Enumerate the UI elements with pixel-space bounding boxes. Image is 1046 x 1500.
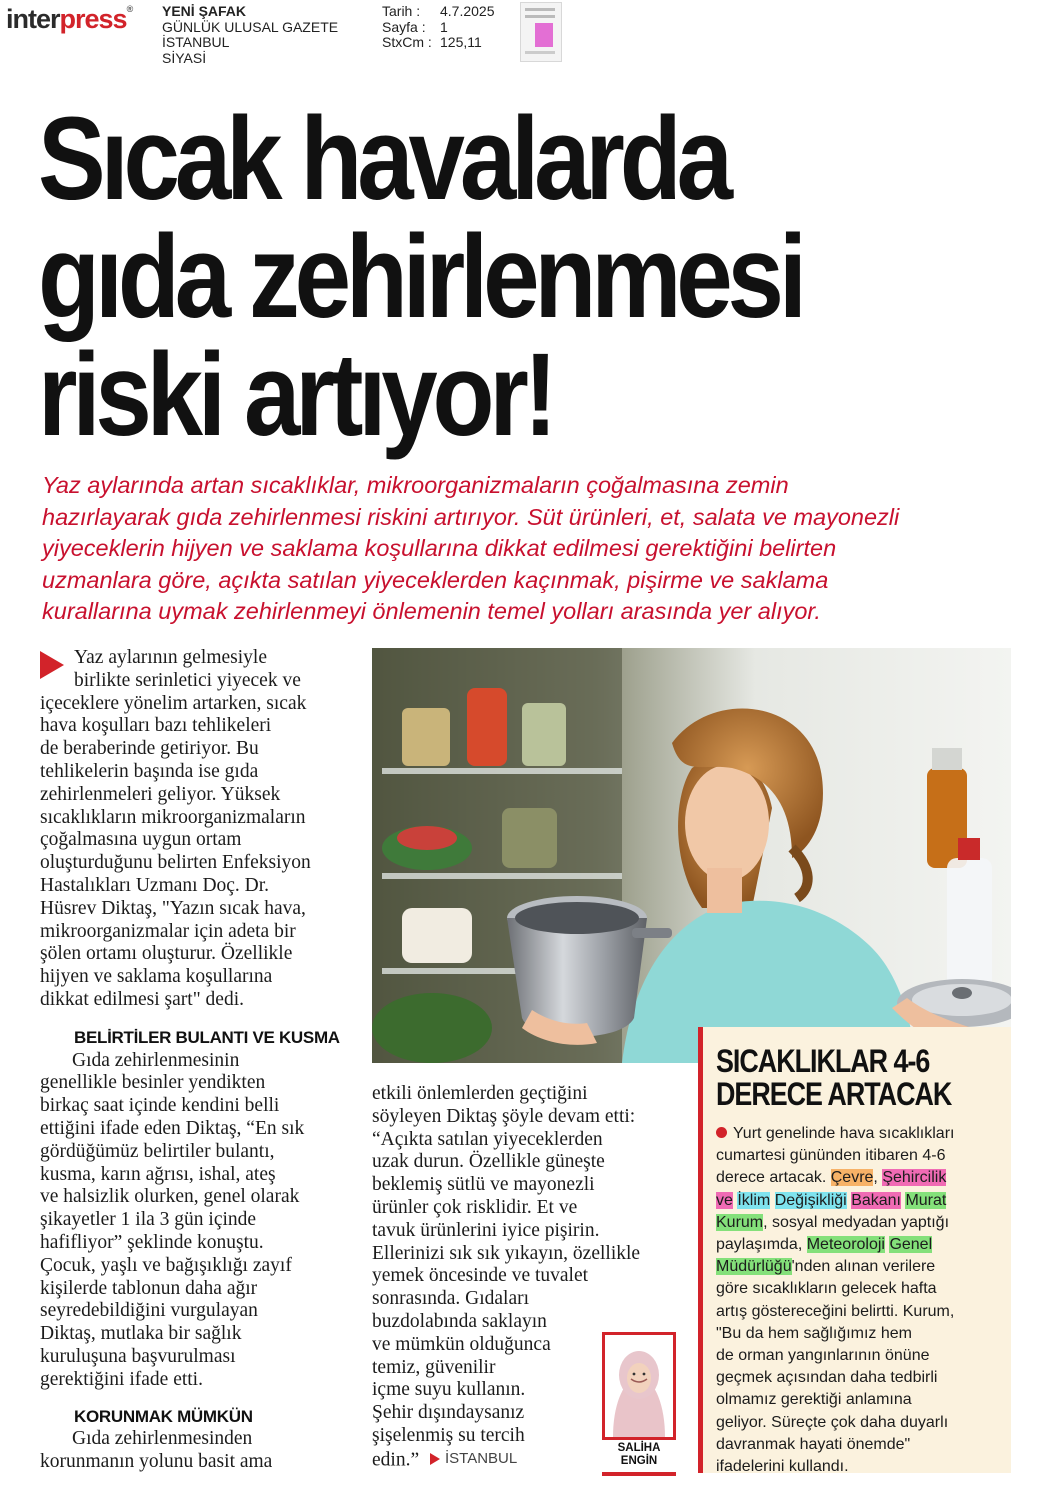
author-photo bbox=[602, 1332, 676, 1440]
body-line: içeceklere yönelim artarken, sıcak bbox=[40, 692, 307, 714]
publication-section: SİYASİ bbox=[162, 49, 207, 66]
body-line: mikroorganizmalar için adeta bir bbox=[40, 920, 296, 942]
article-photo bbox=[372, 648, 1011, 1063]
highlight-kurum: Kurum bbox=[716, 1213, 764, 1231]
highlight-mudurlugu: Müdürlüğü bbox=[716, 1258, 792, 1276]
logo-main: inter bbox=[6, 4, 60, 34]
body-line: kuruluşuna başvurulması bbox=[40, 1345, 236, 1367]
sidebar-line: ifadelerini kullandı. bbox=[716, 1458, 849, 1476]
body-line: dikkat edilmesi şart" dedi. bbox=[40, 988, 244, 1010]
body-line: temiz, güvenilir bbox=[372, 1356, 496, 1378]
body-line: Yaz aylarının gelmesiyle bbox=[74, 647, 267, 668]
body-line: yemek öncesinde ve tuvalet bbox=[372, 1265, 589, 1287]
dateline-arrow-icon bbox=[430, 1453, 440, 1465]
highlight-iklim: İklim bbox=[737, 1191, 771, 1209]
spot-line: uzmanlara göre, açıkta satılan yiyeceklerden kaçınmak, pişirme ve saklama bbox=[42, 566, 829, 593]
bullet-dot-icon bbox=[716, 1127, 727, 1138]
body-line: Gıda zehirlenmesinden bbox=[72, 1428, 253, 1450]
body-line: şölen ortamı oluşturur. Özellikle bbox=[40, 943, 293, 965]
highlight-meteoroloji: Meteoroloji bbox=[806, 1236, 885, 1254]
author-first-name: SALİHA bbox=[617, 1442, 661, 1454]
author-portrait-icon bbox=[605, 1335, 673, 1437]
spot-line: yiyeceklerin hijyen ve saklama koşullarına dikkat edilmesi gerektiğini belirten bbox=[42, 535, 837, 561]
date-label: Tarih : bbox=[382, 3, 421, 19]
body-line: sonrasında. Gıdaları bbox=[372, 1288, 530, 1310]
body-line: şişelenmiş su tercih bbox=[372, 1424, 525, 1446]
body-line: oluşturduğunu belirten Enfeksiyon bbox=[40, 852, 311, 874]
sidebar-text: paylaşımda, bbox=[716, 1236, 807, 1254]
paragraph-intro bbox=[40, 647, 360, 1012]
body-line: söyleyen Diktaş şöyle devam etti: bbox=[372, 1105, 636, 1127]
sidebar-body bbox=[716, 1123, 1006, 1478]
author-byline bbox=[602, 1332, 676, 1478]
registered-mark: ® bbox=[126, 4, 133, 14]
article-column-1 bbox=[40, 647, 360, 1474]
body-line: ve mümkün olduğunca bbox=[372, 1333, 551, 1355]
page-value: 1 bbox=[440, 18, 448, 35]
page-label: Sayfa : bbox=[382, 18, 426, 35]
headline-line: gıda zehirlenmesi bbox=[38, 211, 802, 343]
body-line: hafifliyor” şeklinde konuştu. bbox=[40, 1231, 264, 1253]
woman-refrigerator-photo bbox=[372, 648, 1011, 1063]
body-line: birlikte serinletici yiyecek ve bbox=[74, 669, 301, 691]
publication-type: GÜNLÜK ULUSAL GAZETE bbox=[162, 18, 339, 35]
subheading-symptoms: BELİRTİLER BULANTI VE KUSMA bbox=[74, 1027, 340, 1047]
body-line: sıcaklıkların mikroorganizmaların bbox=[40, 806, 306, 828]
body-line: beklemiş sütlü ve mayonezli bbox=[372, 1174, 595, 1196]
sidebar-headline-line: SICAKLIKLAR 4-6 bbox=[716, 1043, 930, 1079]
sidebar-line: olmamız gerektiği anlamına bbox=[716, 1391, 912, 1409]
body-line: uzak durun. Özellikle güneşte bbox=[372, 1151, 605, 1173]
body-line: de beraberinde getiriyor. Bu bbox=[40, 738, 259, 760]
body-line: etkili önlemlerden geçtiğini bbox=[372, 1083, 588, 1104]
subheading-prevention: KORUNMAK MÜMKÜN bbox=[74, 1406, 253, 1426]
highlight-murat: Murat bbox=[905, 1191, 947, 1209]
highlight-bakani: Bakanı bbox=[851, 1191, 901, 1209]
sidebar-text: , bbox=[873, 1169, 883, 1187]
page-thumbnail[interactable] bbox=[520, 2, 562, 62]
body-line: ve halsizlik olurken, genel olarak bbox=[40, 1186, 300, 1208]
dateline-city: İSTANBUL bbox=[444, 1449, 518, 1467]
body-line: Gıda zehirlenmesinin bbox=[72, 1049, 240, 1071]
body-line: kişilerde tablonun daha ağır bbox=[40, 1277, 258, 1299]
interpress-logo bbox=[6, 4, 132, 35]
paragraph-symptoms bbox=[40, 1050, 360, 1392]
sidebar-headline bbox=[716, 1045, 960, 1111]
spot-line: hazırlayarak gıda zehirlenmesi riskini artırıyor. Süt ürünleri, et, salata ve mayonezli bbox=[42, 503, 900, 530]
highlight-sehircilik: Şehircilik bbox=[882, 1169, 947, 1187]
sidebar-line: davranmak hayati önemde" bbox=[716, 1435, 911, 1453]
body-line: tavuk ürünlerini iyice pişirin. bbox=[372, 1219, 600, 1241]
body-line: seyredebildiğini vurgulayan bbox=[40, 1300, 258, 1322]
body-line: içme suyu kullanın. bbox=[372, 1379, 526, 1401]
sidebar-text: , sosyal medyadan yaptığı bbox=[763, 1213, 950, 1231]
author-name bbox=[602, 1442, 676, 1468]
body-line: Ellerinizi sık sık yıkayın, özellikle bbox=[372, 1242, 641, 1264]
body-line: kusma, karın ağrısı, ishal, ateş bbox=[40, 1163, 276, 1185]
date-value: 4.7.2025 bbox=[440, 3, 495, 19]
headline bbox=[38, 93, 881, 461]
body-line: ettiğini ifade eden Diktaş, “En sık bbox=[40, 1117, 305, 1139]
sidebar-line: geçmek açısından daha tedbirli bbox=[716, 1369, 938, 1387]
spot-line: kurallarına uymak zehirlenmeyi önlemenin temel yolları arasında yer alıyor. bbox=[42, 598, 821, 624]
body-line: tehlikelerin başında ise gıda bbox=[40, 760, 259, 782]
author-divider bbox=[602, 1472, 676, 1476]
sidebar-text: derece artacak. bbox=[716, 1169, 831, 1187]
dateline bbox=[424, 1448, 517, 1471]
body-line: hava koşulları bazı tehlikeleri bbox=[40, 715, 272, 737]
sidebar-text: 'nden alınan verilere bbox=[791, 1258, 936, 1276]
sidebar-headline-line: DERECE ARTACAK bbox=[716, 1076, 952, 1112]
publication-name: YENİ ŞAFAK bbox=[162, 3, 247, 19]
logo-accent: press bbox=[59, 4, 127, 34]
body-line: ürünler çok risklidir. Et ve bbox=[372, 1196, 578, 1218]
body-line: “Açıkta satılan yiyeceklerden bbox=[372, 1128, 603, 1150]
sidebar-box bbox=[698, 1027, 1011, 1476]
publication-city: İSTANBUL bbox=[162, 34, 230, 50]
body-line: buzdolabında saklayın bbox=[372, 1310, 547, 1332]
body-line: gördüğümüz belirtiler bulantı, bbox=[40, 1140, 275, 1162]
sidebar-line: Yurt genelinde hava sıcaklıkları bbox=[733, 1125, 955, 1142]
body-line: korunmanın yolunu basit ama bbox=[40, 1451, 273, 1473]
body-line: çoğalmasına uygun ortam bbox=[40, 829, 242, 851]
highlight-genel: Genel bbox=[889, 1236, 933, 1254]
body-line: Hüsrev Diktaş, "Yazın sıcak hava, bbox=[40, 897, 306, 919]
paragraph-prevention bbox=[40, 1428, 360, 1474]
article-spot bbox=[42, 470, 1032, 628]
headline-line: Sıcak havalarda bbox=[38, 93, 728, 225]
sidebar-line: geliyor. Süreçte çok daha duyarlı bbox=[716, 1413, 949, 1431]
stxcm-value: 125,11 bbox=[440, 34, 482, 50]
clipping-meta bbox=[382, 4, 495, 51]
body-line: Diktaş, mutlaka bir sağlık bbox=[40, 1323, 242, 1345]
headline-line: riski artıyor! bbox=[38, 329, 553, 461]
body-line: birkaç saat içinde kendini belli bbox=[40, 1095, 280, 1117]
body-line: hijyen ve saklama koşullarına bbox=[40, 966, 273, 988]
body-line: zehirlenmeleri geliyor. Yüksek bbox=[40, 783, 281, 805]
body-line: Şehir dışındaysanız bbox=[372, 1402, 525, 1424]
sidebar-line: "Bu da hem sağlığımız hem bbox=[716, 1324, 912, 1342]
body-line: Hastalıkları Uzmanı Doç. Dr. bbox=[40, 874, 270, 896]
sidebar-line: artış göstereceğini belirtti. Kurum, bbox=[716, 1302, 955, 1320]
sidebar-accent-bar bbox=[698, 1027, 703, 1473]
highlight-degisikligi: Değişikliği bbox=[774, 1191, 847, 1209]
highlight-cevre: Çevre bbox=[830, 1169, 874, 1187]
author-last-name: ENGİN bbox=[620, 1455, 658, 1467]
closing-quote: edin.” bbox=[372, 1449, 420, 1471]
stxcm-label: StxCm : bbox=[382, 34, 432, 50]
sidebar-line: göre sıcaklıkların gelecek hafta bbox=[716, 1280, 937, 1298]
body-line: gerektiğini ifade etti. bbox=[40, 1368, 203, 1390]
spot-line: Yaz aylarında artan sıcaklıklar, mikroorganizmaların çoğalmasına zemin bbox=[42, 472, 789, 498]
body-line: şikayetler 1 ila 3 gün içinde bbox=[40, 1209, 257, 1231]
body-line: genellikle besinler yendikten bbox=[40, 1072, 266, 1094]
highlight-ve: ve bbox=[716, 1191, 733, 1209]
sidebar-line: cumartesi gününden itibaren 4-6 bbox=[716, 1147, 946, 1165]
sidebar-line: de orman yangınlarının önüne bbox=[716, 1347, 930, 1365]
body-line: Çocuk, yaşlı ve bağışıklığı zayıf bbox=[40, 1254, 292, 1276]
publication-info bbox=[162, 4, 338, 66]
